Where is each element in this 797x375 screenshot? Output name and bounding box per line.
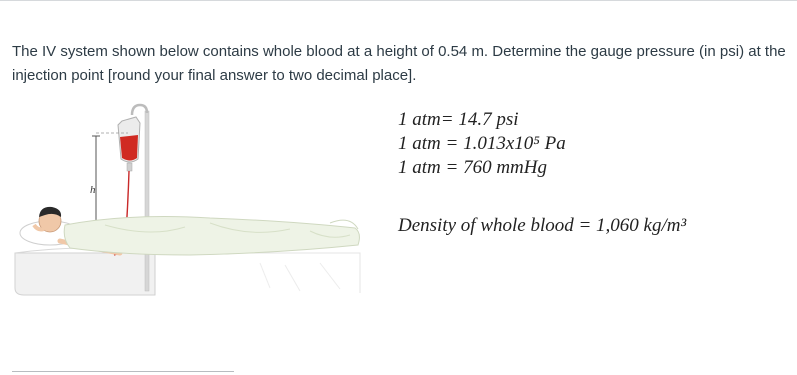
blood-density: Density of whole blood = 1,060 kg/m³ — [398, 215, 687, 236]
top-divider — [0, 0, 797, 1]
answer-divider — [12, 371, 234, 372]
iv-illustration — [10, 103, 370, 303]
conversion-mmhg: 1 atm = 760 mmHg — [398, 157, 547, 178]
height-label: h — [90, 184, 96, 196]
iv-bag — [118, 117, 140, 171]
given-data — [398, 108, 686, 238]
iv-pole — [145, 111, 149, 291]
question-text: The IV system shown below contains whole blood at a height of 0.54 m. Determine the gauge pressure (in psi) at the injection point [round your final answer to two decimal place]. — [12, 43, 786, 84]
iv-patient-figure — [10, 103, 370, 303]
patient — [34, 207, 359, 255]
conversion-psi: 1 atm= 14.7 psi — [398, 109, 519, 130]
conversion-pa: 1 atm = 1.013x10⁵ Pa — [398, 133, 566, 154]
